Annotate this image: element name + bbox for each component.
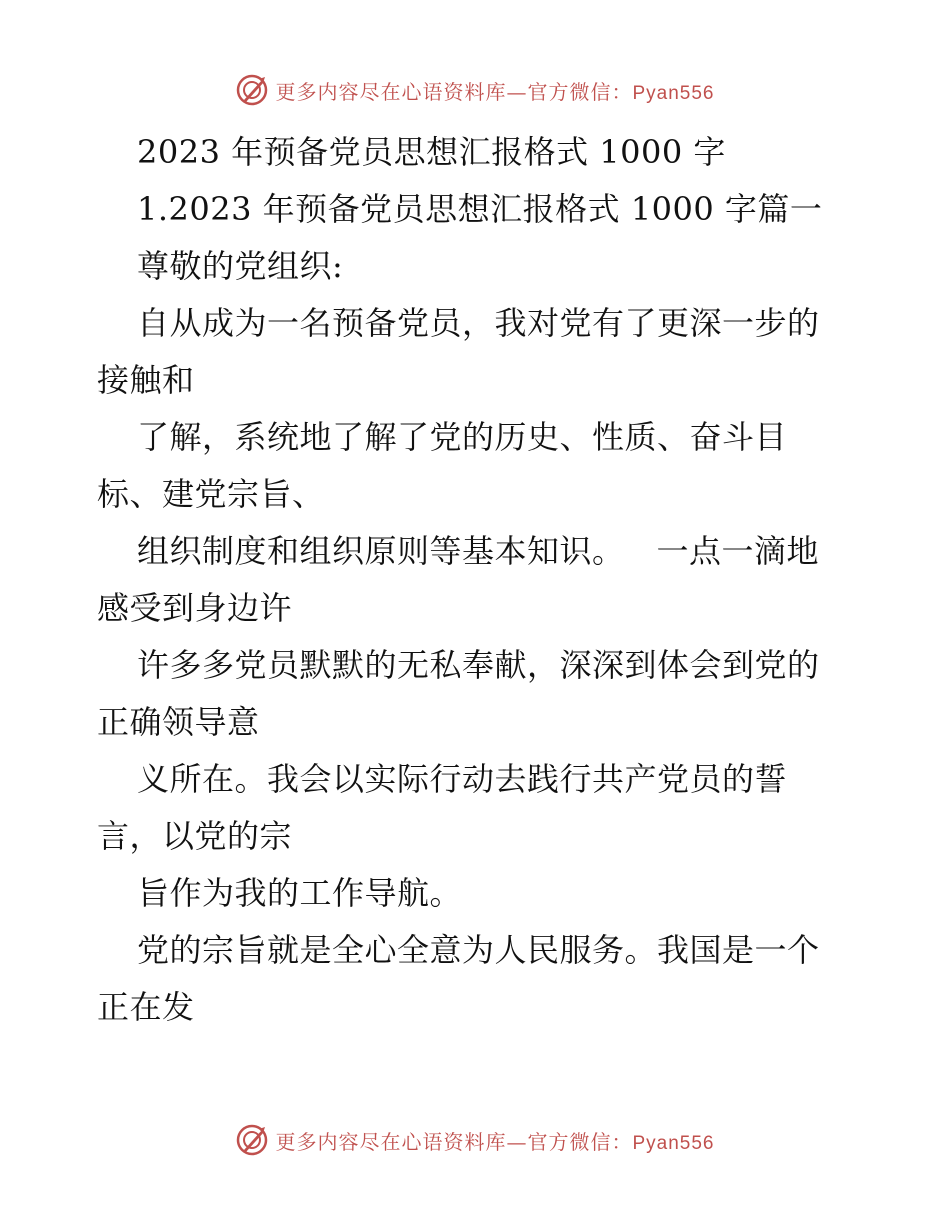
body-line: 言，以党的宗 bbox=[97, 817, 293, 855]
body-line: 组织制度和组织原则等基本知识。 一点一滴地 bbox=[137, 532, 820, 570]
footer-watermark bbox=[0, 1120, 950, 1160]
document-body bbox=[97, 124, 857, 1036]
document-title: 2023 年预备党员思想汇报格式 1000 字 bbox=[137, 133, 726, 171]
body-line: 义所在。我会以实际行动去践行共产党员的誓 bbox=[137, 760, 788, 798]
logo-icon bbox=[235, 73, 269, 107]
body-line: 接触和 bbox=[97, 361, 195, 399]
section-heading: 1.2023 年预备党员思想汇报格式 1000 字篇一 bbox=[137, 190, 823, 228]
header-watermark bbox=[0, 70, 950, 110]
body-line: 自从成为一名预备党员，我对党有了更深一步的 bbox=[137, 304, 820, 342]
body-line: 许多多党员默默的无私奉献，深深到体会到党的 bbox=[137, 646, 820, 684]
body-line: 标、建党宗旨、 bbox=[97, 475, 325, 513]
body-line: 了解，系统地了解了党的历史、性质、奋斗目 bbox=[137, 418, 788, 456]
footer-watermark-text: 更多内容尽在心语资料库—官方微信：Pyan556 bbox=[275, 1129, 715, 1154]
footer-watermark-id: Pyan556 bbox=[632, 1132, 715, 1154]
body-line: 旨作为我的工作导航。 bbox=[137, 874, 463, 912]
salutation: 尊敬的党组织: bbox=[137, 247, 344, 285]
header-watermark-id: Pyan556 bbox=[632, 82, 715, 104]
body-line: 正在发 bbox=[97, 988, 195, 1026]
body-line: 感受到身边许 bbox=[97, 589, 293, 627]
body-line: 正确领导意 bbox=[97, 703, 260, 741]
body-line: 党的宗旨就是全心全意为人民服务。我国是一个 bbox=[137, 931, 820, 969]
header-watermark-text: 更多内容尽在心语资料库—官方微信：Pyan556 bbox=[275, 79, 715, 104]
logo-icon bbox=[235, 1123, 269, 1157]
